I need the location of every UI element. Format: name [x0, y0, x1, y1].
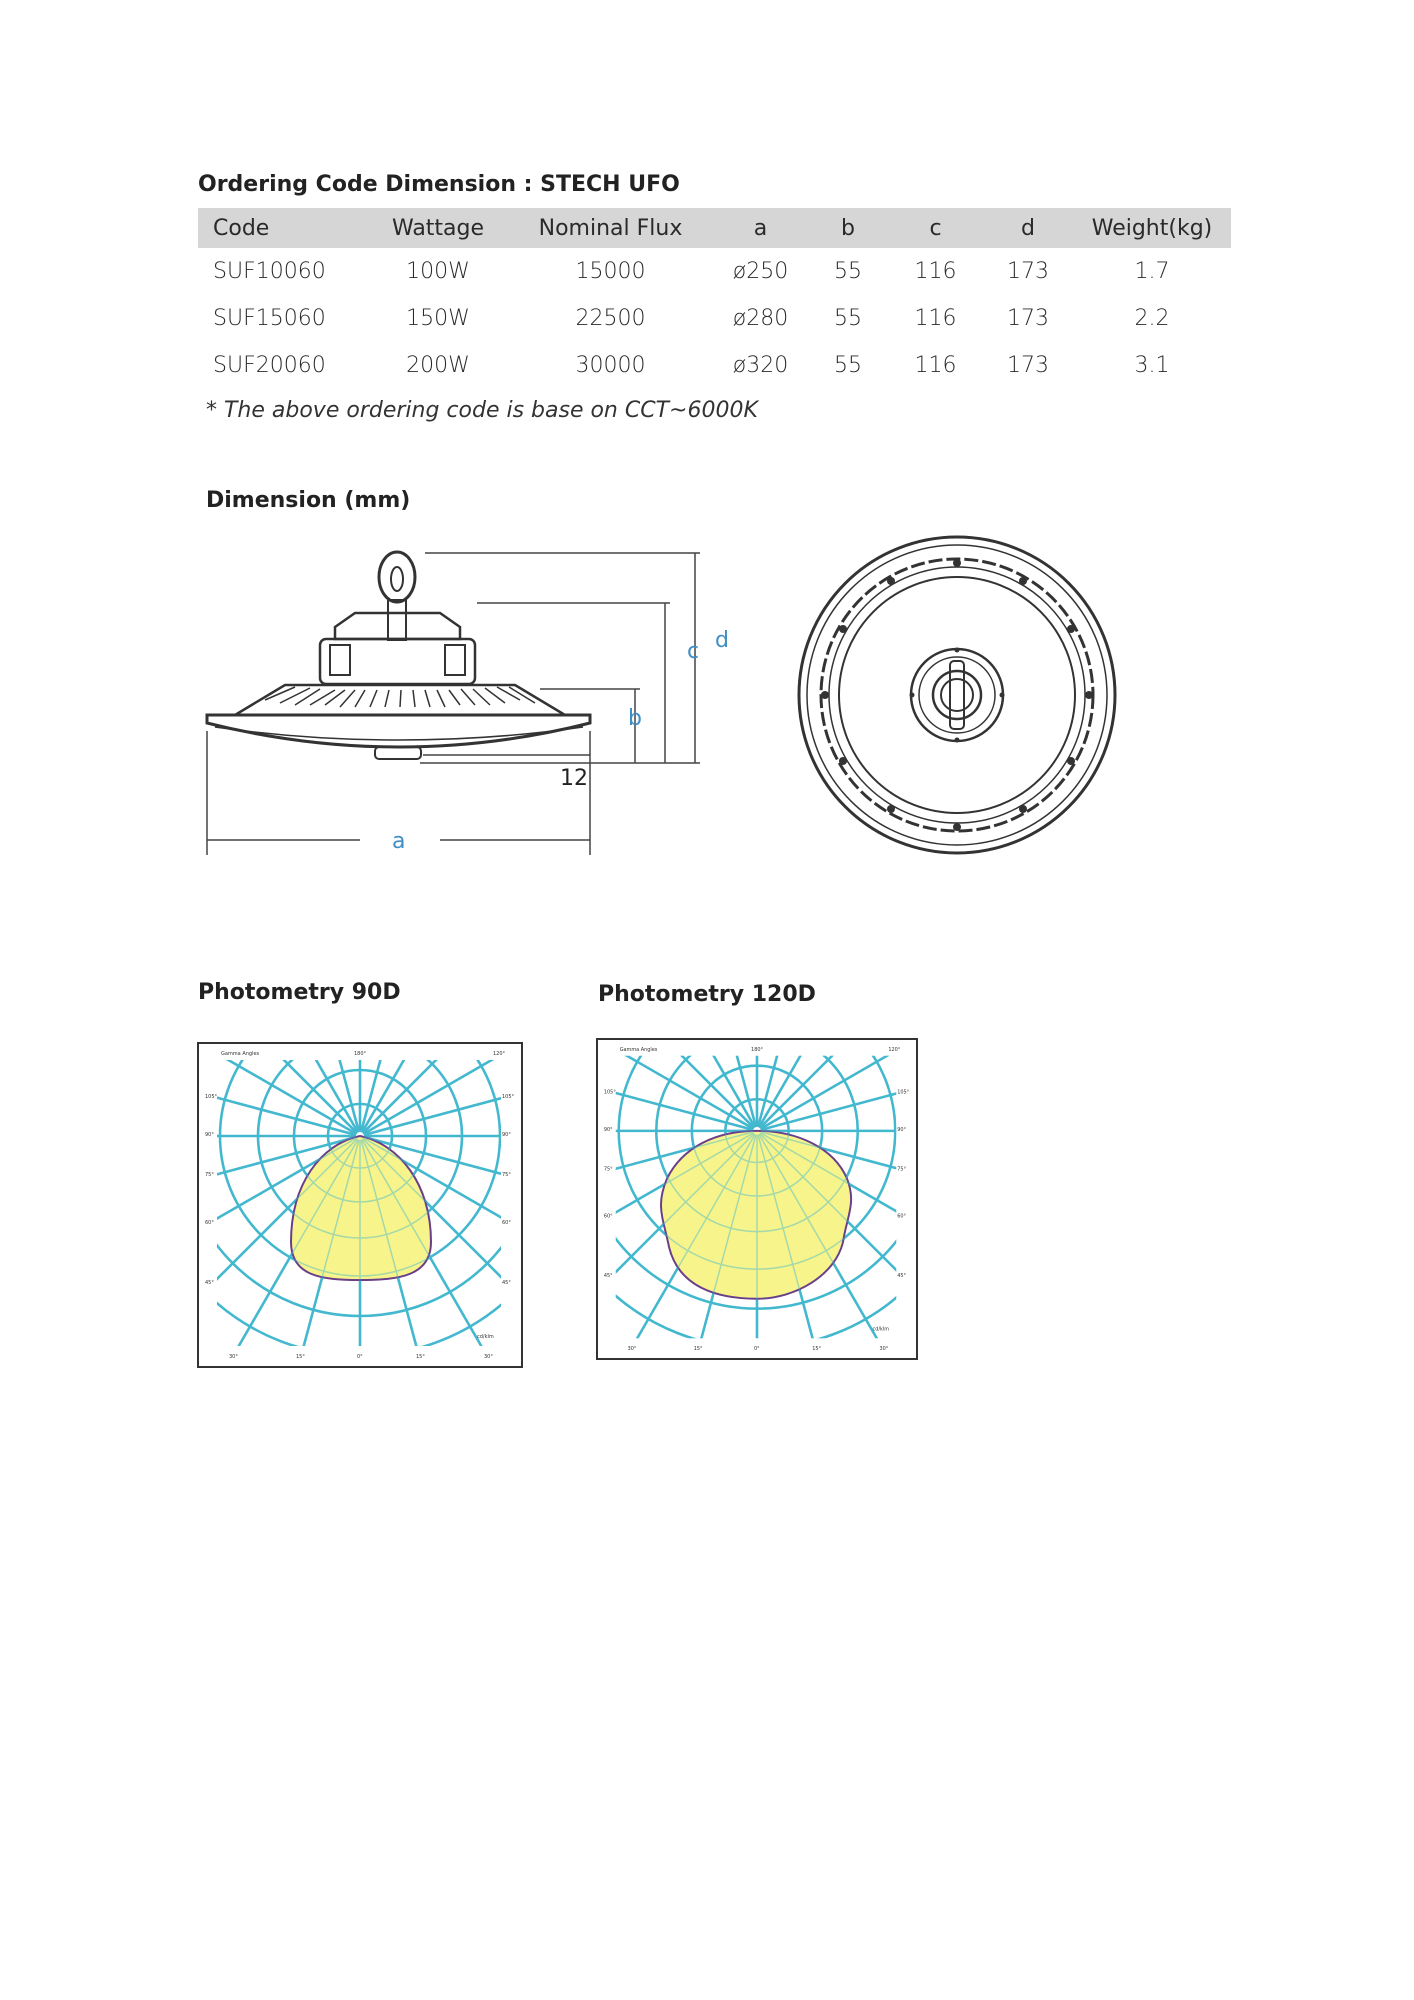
gamma-label: Gamma Angles [619, 1046, 658, 1053]
cell-a: ø280 [732, 306, 789, 331]
top-view [799, 537, 1115, 853]
photometry-120-chart [596, 1038, 918, 1360]
ordering-note: * The above ordering code is base on CCT~6000K [206, 398, 758, 423]
table-header-row [198, 208, 1231, 248]
table-row [198, 248, 1231, 295]
dimension-title: Dimension (mm) [206, 488, 411, 513]
dim-label-b: b [628, 706, 642, 731]
cell-weight: 2.2 [1134, 306, 1170, 331]
left-angle: 105° [205, 1094, 218, 1100]
header-code: Code [198, 208, 368, 248]
right-angle: 105° [502, 1094, 515, 1100]
top-angle: 120° [888, 1046, 901, 1053]
left-angle: 60° [603, 1213, 613, 1220]
cell-code: SUF10060 [213, 259, 326, 284]
cell-weight: 3.1 [1134, 353, 1170, 378]
photometry-90-chart [197, 1042, 523, 1368]
bottom-angle: 0° [357, 1354, 363, 1360]
ordering-table [198, 208, 1231, 389]
dim-label-a: a [392, 829, 406, 854]
side-view [207, 552, 590, 759]
cell-flux: 22500 [575, 306, 646, 331]
left-angle: 45° [205, 1280, 214, 1286]
header-wattage: Wattage [368, 208, 508, 248]
cell-b: 55 [834, 306, 862, 331]
right-angle: 105° [897, 1089, 910, 1096]
cell-a: ø320 [732, 353, 789, 378]
distribution-curve [291, 1136, 431, 1280]
cell-c: 116 [914, 353, 957, 378]
unit-label: cd/klm [477, 1334, 494, 1340]
cell-flux: 30000 [575, 353, 646, 378]
cell-wattage: 200W [406, 353, 470, 378]
bottom-angle: 0° [754, 1346, 760, 1353]
right-angle: 60° [897, 1213, 906, 1220]
cell-wattage: 100W [406, 259, 470, 284]
header-b: b [808, 208, 888, 248]
photometry-120-title: Photometry 120D [598, 982, 816, 1007]
table-row [198, 342, 1231, 389]
dimension-lines [207, 553, 700, 855]
header-d: d [983, 208, 1073, 248]
dim-label-d: d [715, 628, 729, 653]
distribution-curve [661, 1131, 851, 1299]
right-angle: 45° [897, 1273, 906, 1280]
header-c: c [888, 208, 983, 248]
unit-label: cd/klm [872, 1326, 890, 1333]
left-angle: 60° [205, 1220, 214, 1226]
header-a: a [713, 208, 808, 248]
bottom-angle: 30° [879, 1346, 889, 1353]
bottom-angle: 15° [416, 1354, 425, 1360]
cell-a: ø250 [732, 259, 789, 284]
right-angle: 90° [502, 1132, 511, 1138]
cell-d: 173 [1007, 353, 1049, 378]
left-angle: 75° [603, 1166, 613, 1173]
bottom-angle: 15° [693, 1346, 703, 1353]
right-angle: 60° [502, 1220, 511, 1226]
right-angle: 90° [897, 1126, 906, 1133]
table-row [198, 295, 1231, 342]
cell-c: 116 [914, 259, 957, 284]
header-nominal-flux: Nominal Flux [508, 208, 713, 248]
dim-label-base: 12 [560, 766, 588, 791]
top-angle: 120° [493, 1051, 506, 1057]
ordering-title: Ordering Code Dimension : STECH UFO [198, 172, 680, 197]
cell-weight: 1.7 [1134, 259, 1170, 284]
cell-flux: 15000 [575, 259, 646, 284]
cell-code: SUF20060 [213, 353, 326, 378]
left-angle: 75° [205, 1172, 214, 1178]
top-angle: 180° [354, 1051, 367, 1057]
bottom-angle: 30° [484, 1354, 493, 1360]
gamma-label: Gamma Angles [221, 1051, 260, 1057]
right-angle: 45° [502, 1280, 511, 1286]
left-angle: 105° [603, 1089, 616, 1096]
cell-b: 55 [834, 353, 862, 378]
photometry-90-title: Photometry 90D [198, 980, 401, 1005]
bottom-angle: 15° [812, 1346, 822, 1353]
bottom-angle: 30° [229, 1354, 238, 1360]
header-weight: Weight(kg) [1073, 208, 1231, 248]
dimension-drawing [195, 535, 1145, 875]
right-angle: 75° [897, 1166, 906, 1173]
cell-d: 173 [1007, 259, 1049, 284]
cell-d: 173 [1007, 306, 1049, 331]
dim-label-c: c [687, 639, 700, 664]
left-angle: 90° [603, 1126, 613, 1133]
left-angle: 45° [603, 1273, 613, 1280]
left-angle: 90° [205, 1132, 214, 1138]
top-angle: 180° [751, 1046, 763, 1053]
bottom-angle: 30° [627, 1346, 637, 1353]
right-angle: 75° [502, 1172, 511, 1178]
cell-code: SUF15060 [213, 306, 326, 331]
cell-b: 55 [834, 259, 862, 284]
cell-wattage: 150W [406, 306, 470, 331]
cell-c: 116 [914, 306, 957, 331]
bottom-angle: 15° [296, 1354, 305, 1360]
